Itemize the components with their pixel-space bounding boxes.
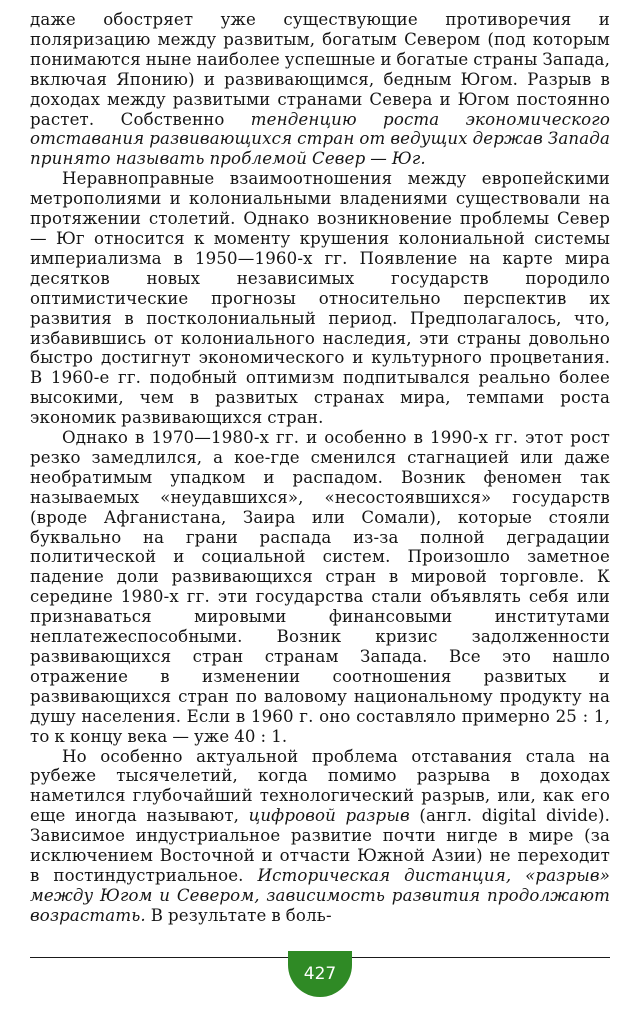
text-segment: В результате в боль- [145,905,332,925]
book-page [30,0,610,1024]
italic-text-segment: цифровой разрыв [248,806,410,826]
text-segment: Но особенно актуальной проблема отставания стала на рубеже тысячелетий, когда помимо разрыва в доходах наметился глубочайший технологический разрыв, или, как его еще иногда называют, [30,746,610,826]
text-segment: даже обостряет уже существующие противоречия и поляризацию между развитым, богатым Севером (под которым понимаются ныне наиболее успешные и богатые страны Запада, включая Японию) и развивающимся, бедным Югом. Разрыв в доходах между развитыми странами Севера и Югом постоянно растет. Собственно [30,10,610,129]
paragraph [30,428,610,747]
text-segment: Неравноправные взаимоотношения между европейскими метрополиями и колониальными владениями существовали на протяжении столетий. Однако возникновение проблемы Север — Юг относится к моменту крушения колониальной системы империализма в 1950—1960-х гг. Появление на карте мира десятков новых независимых государств породило оптимистические прогнозы относительно перспектив их развития в постколониальный период. Предполагалось, что, избавившись от колониального наследия, эти страны довольно быстро достигнут экономического и культурного процветания. В 1960-е гг. подобный оптимизм подпитывался реально более высокими, чем в развитых странах мира, темпами роста экономик развивающихся стран. [30,169,610,428]
text-segment: (англ. digital divide). Зависимое индустриальное развитие почти нигде в мире (за исключением Восточной и отчасти Южной Азии) не переходит в постиндустриальное. [30,806,611,885]
page-number-badge: 427 [288,951,352,997]
body-text [30,10,610,926]
paragraph [30,169,610,428]
paragraph [30,10,610,169]
italic-text-segment: Историческая дистанция, «разрыв» между Югом и Севером, зависимость развития продолжают возрастать. [30,865,610,925]
paragraph [30,747,610,926]
text-segment: Однако в 1970—1980-х гг. и особенно в 1990-х гг. этот рост резко замедлился, а кое-где сменился стагнацией или даже необратимым упадком и распадом. Возник феномен так называемых «неудавшихся», «несостоявшихся» государств (вроде Афганистана, Заира или Сомали), которые стояли буквально на грани распада из-за полной деградации политической и социальной систем. Произошло заметное падение доли развивающихся стран в мировой торговле. К середине 1980-х гг. эти государства стали объявлять себя или признаваться мировыми финансовыми институтами неплатежеспособными. Возник кризис задолженности развивающихся стран странам Запада. Все это нашло отражение в изменении соотношения развитых и развивающихся стран по валовому национальному продукту на душу населения. Если в 1960 г. оно составляло примерно 25 : 1, то к концу века — уже 40 : 1. [30,428,610,746]
italic-text-segment: тенденцию роста экономического отставания развивающихся стран от ведущих держав Запада принято называть проблемой Север — Юг. [30,109,610,169]
